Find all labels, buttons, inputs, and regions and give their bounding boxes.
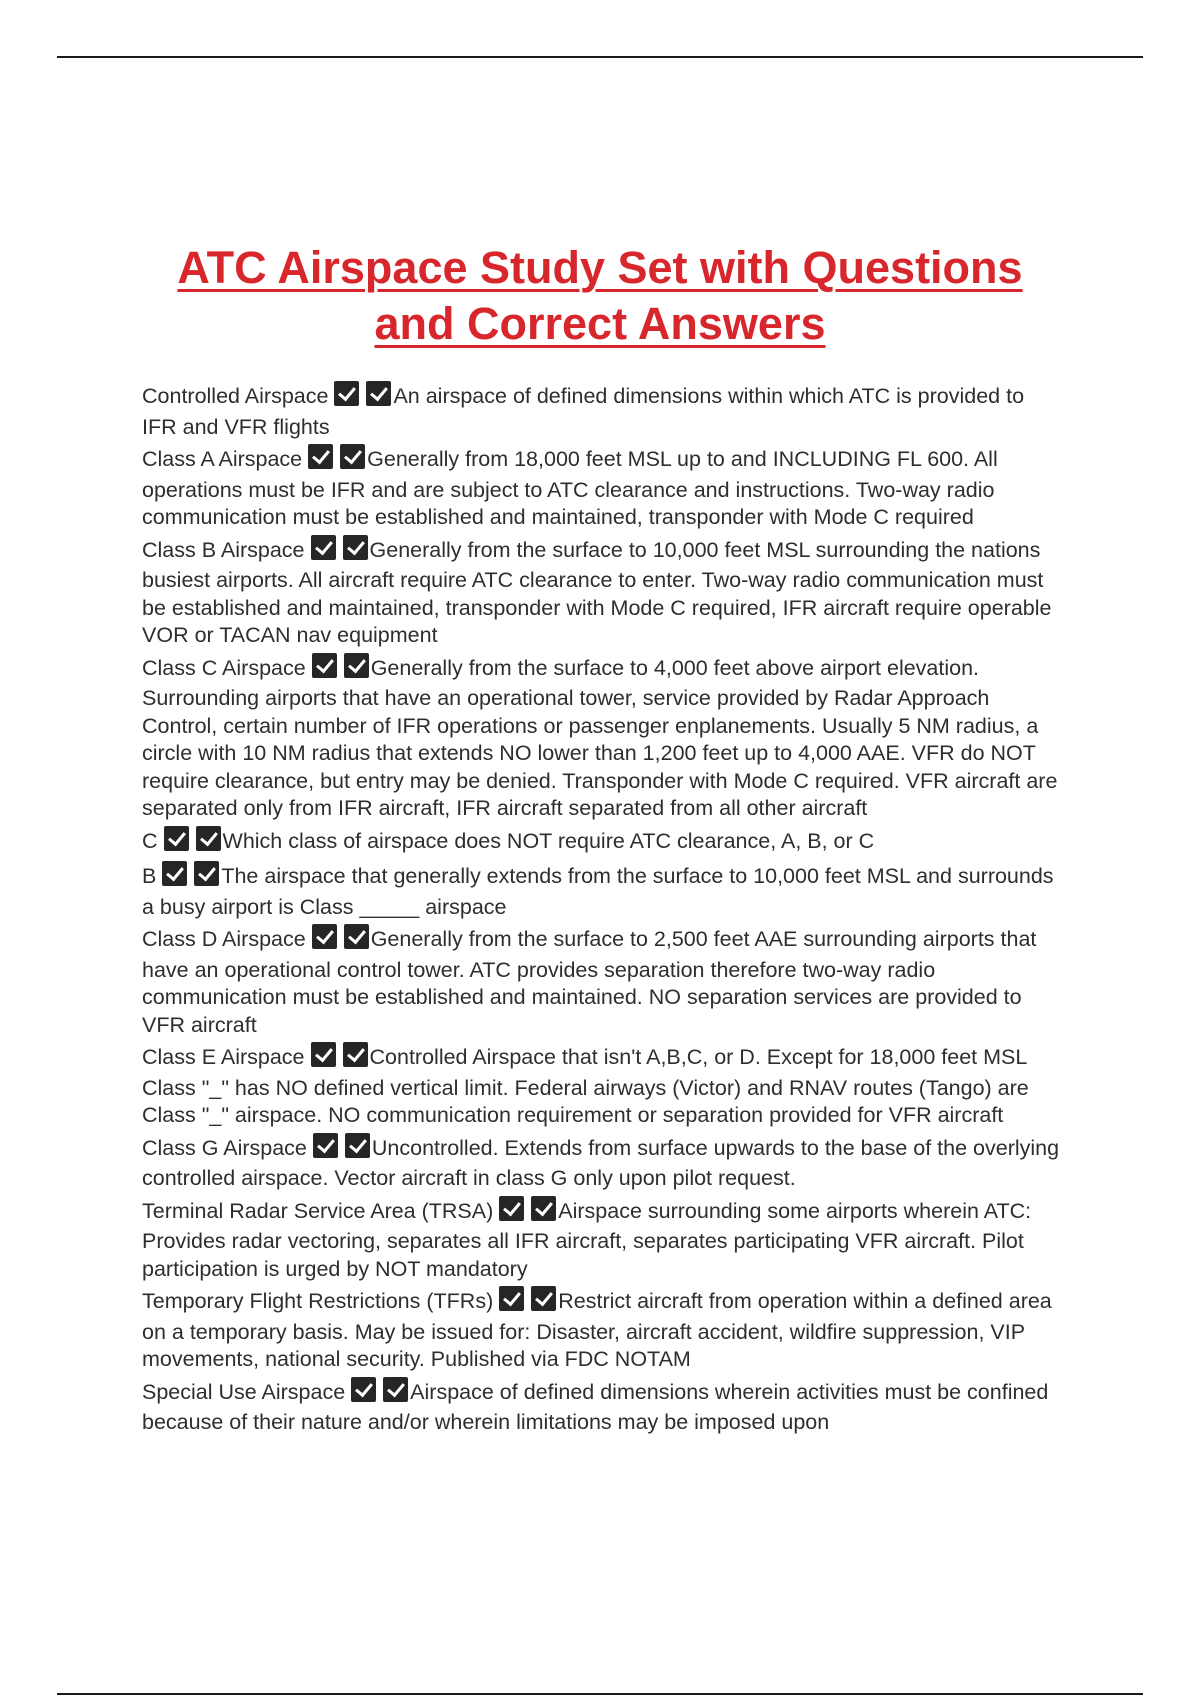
entry-term: Class A Airspace xyxy=(142,447,303,471)
entry-term: Class C Airspace xyxy=(142,655,306,680)
entry-tfrs xyxy=(142,1286,1062,1374)
check-pair xyxy=(334,381,391,414)
entry-question-b xyxy=(142,861,1062,921)
checkbox-checked-icon xyxy=(531,1286,556,1311)
header-rule xyxy=(57,56,1143,58)
checkbox-checked-icon xyxy=(344,653,369,678)
check-pair xyxy=(312,653,369,686)
entry-term: Class B Airspace xyxy=(142,537,305,562)
checkbox-checked-icon xyxy=(366,381,391,406)
checkbox-checked-icon xyxy=(499,1286,524,1311)
entry-definition: Generally from the surface to 4,000 feet above airport elevation. Surrounding airports that have an operational tower, service provided by Radar Approach Control, certain number of IFR operations or passenger enplanements. Usually 5 NM radius, a circle with 10 NM radius that extends NO lower than 1,200 feet up to 4,000 AAE. VFR do NOT require clearance, but entry may be denied. Transponder with Mode C required. VFR aircraft are separated only from IFR aircraft, IFR aircraft separated from all other aircraft xyxy=(142,655,1058,820)
entry-term: B xyxy=(142,864,157,888)
entry-definition: Which class of airspace does NOT require ATC clearance, A, B, or C xyxy=(222,828,875,853)
checkbox-checked-icon xyxy=(383,1377,408,1402)
entry-definition: Generally from the surface to 10,000 feet MSL surrounding the nations busiest airports. All aircraft require ATC clearance to enter. Two-way radio communication must be established and maintained, transponder with Mode C required, IFR aircraft require operable VOR or TACAN nav equipment xyxy=(142,537,1052,647)
footer-rule xyxy=(57,1693,1143,1695)
checkbox-checked-icon xyxy=(313,1133,338,1158)
entry-definition: Controlled Airspace that isn't A,B,C, or D. Except for 18,000 feet MSL Class "_" has NO defined vertical limit. Federal airways (Victor) and RNAV routes (Tango) are Class "_" airspace. NO communication requirement or separation provided for VFR aircraft xyxy=(142,1045,1029,1127)
checkbox-checked-icon xyxy=(312,653,337,678)
entry-class-a-airspace xyxy=(142,444,1062,532)
check-pair xyxy=(312,924,369,957)
checkbox-checked-icon xyxy=(340,444,365,469)
checkbox-checked-icon xyxy=(194,861,219,886)
entry-trsa xyxy=(142,1196,1062,1284)
entry-term: Special Use Airspace xyxy=(142,1379,346,1404)
title-line-2: and Correct Answers xyxy=(374,298,826,349)
entry-definition: An airspace of defined dimensions within which ATC is provided to IFR and VFR flights xyxy=(142,384,1025,439)
entry-term: Class E Airspace xyxy=(142,1045,305,1069)
entry-term: Terminal Radar Service Area (TRSA) xyxy=(142,1198,494,1223)
checkbox-checked-icon xyxy=(345,1133,370,1158)
checkbox-checked-icon xyxy=(334,381,359,406)
entry-class-c-airspace xyxy=(142,653,1062,823)
checkbox-checked-icon xyxy=(344,924,369,949)
entry-class-e-airspace xyxy=(142,1042,1062,1130)
check-pair xyxy=(308,444,365,477)
checkbox-checked-icon xyxy=(499,1196,524,1221)
checkbox-checked-icon xyxy=(311,1042,336,1067)
entry-definition: Airspace surrounding some airports wherein ATC: Provides radar vectoring, separates all IFR aircraft, separates participating VFR aircraft. Pilot participation is urged by NOT mandatory xyxy=(142,1198,1032,1281)
entry-special-use-airspace xyxy=(142,1377,1062,1437)
entry-definition: Generally from the surface to 2,500 feet AAE surrounding airports that have an operational control tower. ATC provides separation therefore two-way radio communication must be established and maintained. NO separation services are provided to VFR aircraft xyxy=(142,927,1037,1037)
entry-controlled-airspace xyxy=(142,381,1062,441)
checkbox-checked-icon xyxy=(312,924,337,949)
entry-term: Controlled Airspace xyxy=(142,384,329,408)
checkbox-checked-icon xyxy=(343,535,368,560)
check-pair xyxy=(351,1377,408,1410)
entry-class-b-airspace xyxy=(142,535,1062,650)
entry-definition: Generally from 18,000 feet MSL up to and INCLUDING FL 600. All operations must be IFR and are subject to ATC clearance and instructions. Two-way radio communication must be established and maintained, transponder with Mode C required xyxy=(142,447,998,529)
check-pair xyxy=(499,1286,556,1319)
document-title xyxy=(100,240,1100,352)
checkbox-checked-icon xyxy=(531,1196,556,1221)
check-pair xyxy=(499,1196,556,1229)
entry-term: Temporary Flight Restrictions (TFRs) xyxy=(142,1289,494,1313)
checkbox-checked-icon xyxy=(196,826,221,851)
title-line-1: ATC Airspace Study Set with Questions xyxy=(177,242,1023,293)
checkbox-checked-icon xyxy=(311,535,336,560)
study-set-entries xyxy=(142,381,1062,1440)
entry-definition: The airspace that generally extends from the surface to 10,000 feet MSL and surrounds a busy airport is Class _____ airspace xyxy=(142,864,1054,919)
entry-class-d-airspace xyxy=(142,924,1062,1039)
check-pair xyxy=(164,826,221,859)
entry-term: Class G Airspace xyxy=(142,1135,307,1160)
entry-definition: Airspace of defined dimensions wherein activities must be confined because of their nature and/or wherein limitations may be imposed upon xyxy=(142,1379,1049,1434)
entry-term: C xyxy=(142,828,158,853)
entry-class-g-airspace xyxy=(142,1133,1062,1193)
checkbox-checked-icon xyxy=(351,1377,376,1402)
checkbox-checked-icon xyxy=(308,444,333,469)
entry-term: Class D Airspace xyxy=(142,927,306,951)
checkbox-checked-icon xyxy=(164,826,189,851)
check-pair xyxy=(311,1042,368,1075)
entry-question-c xyxy=(142,826,1062,859)
check-pair xyxy=(162,861,219,894)
entry-definition: Restrict aircraft from operation within a defined area on a temporary basis. May be issued for: Disaster, aircraft accident, wildfire suppression, VIP movements, national security. Published via FDC NOTAM xyxy=(142,1289,1052,1371)
check-pair xyxy=(313,1133,370,1166)
entry-definition: Uncontrolled. Extends from surface upwards to the base of the overlying controlled airspace. Vector aircraft in class G only upon pilot request. xyxy=(142,1135,1060,1190)
checkbox-checked-icon xyxy=(162,861,187,886)
check-pair xyxy=(311,535,368,568)
checkbox-checked-icon xyxy=(343,1042,368,1067)
